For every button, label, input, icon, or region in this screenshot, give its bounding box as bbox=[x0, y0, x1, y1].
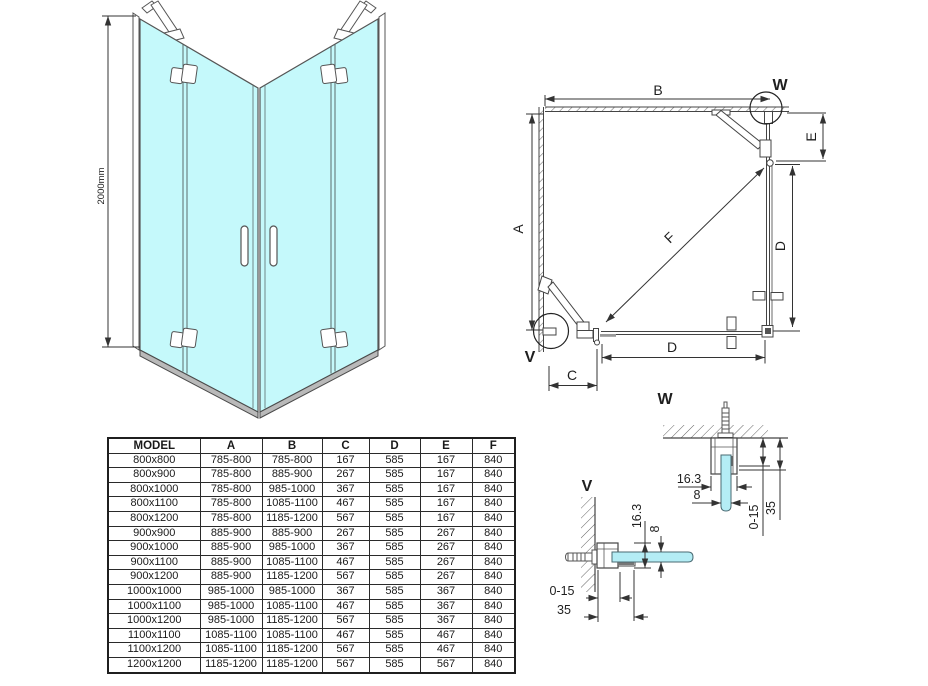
table-cell: 885-900 bbox=[262, 468, 322, 483]
table-cell: 567 bbox=[322, 570, 369, 585]
dimension-d-right-label: D bbox=[772, 240, 788, 252]
wall-hatch-v bbox=[581, 497, 595, 592]
table-cell: 585 bbox=[369, 453, 420, 468]
wall-strip-right bbox=[379, 13, 385, 350]
table-row bbox=[108, 453, 515, 468]
dimension-e-label: E bbox=[803, 132, 819, 142]
door-handle-right bbox=[270, 226, 277, 266]
dimension-d-bottom-label: D bbox=[666, 339, 678, 355]
dimension-w-profile-width-label: 16.3 bbox=[676, 472, 702, 486]
table-cell: 567 bbox=[322, 643, 369, 658]
dimension-d-bottom bbox=[602, 340, 765, 364]
table-cell: 840 bbox=[472, 628, 515, 643]
glass-section-v bbox=[612, 552, 693, 562]
table-cell: 585 bbox=[369, 614, 420, 629]
table-cell: 1085-1100 bbox=[262, 555, 322, 570]
table-cell: 585 bbox=[369, 482, 420, 497]
table-cell: 840 bbox=[472, 468, 515, 483]
dimension-v-total-label: 35 bbox=[557, 603, 571, 617]
table-cell: 585 bbox=[369, 526, 420, 541]
table-cell: 1085-1100 bbox=[262, 497, 322, 512]
table-cell: 1185-1200 bbox=[262, 614, 322, 629]
table-cell: 840 bbox=[472, 541, 515, 556]
pivot-hinge-top bbox=[767, 160, 773, 166]
glass-section-w bbox=[721, 455, 731, 511]
front-view-drawing bbox=[80, 0, 400, 430]
table-cell: 985-1000 bbox=[200, 599, 262, 614]
table-cell: 1085-1100 bbox=[200, 628, 262, 643]
table-cell: 800x1100 bbox=[108, 497, 200, 512]
table-cell: 985-1000 bbox=[262, 482, 322, 497]
table-cell: 467 bbox=[322, 497, 369, 512]
table-cell: 840 bbox=[472, 584, 515, 599]
table-cell: 840 bbox=[472, 657, 515, 672]
dimension-w-adjust-label: 0-15 bbox=[747, 504, 761, 530]
column-header: F bbox=[472, 438, 515, 453]
detail-w bbox=[657, 391, 788, 536]
table-cell: 885-900 bbox=[200, 541, 262, 556]
table-cell: 367 bbox=[420, 584, 472, 599]
table-cell: 840 bbox=[472, 614, 515, 629]
table-cell: 167 bbox=[420, 468, 472, 483]
column-header: C bbox=[322, 438, 369, 453]
detail-v-title: V bbox=[581, 478, 593, 495]
table-cell: 267 bbox=[420, 570, 472, 585]
table-cell: 267 bbox=[420, 526, 472, 541]
table-row bbox=[108, 614, 515, 629]
table-cell: 900x1100 bbox=[108, 555, 200, 570]
dimension-v-glass-label: 8 bbox=[648, 525, 662, 533]
table-cell: 467 bbox=[420, 628, 472, 643]
wall-profile-section-top bbox=[765, 112, 773, 124]
table-cell: 840 bbox=[472, 599, 515, 614]
dimension-w-glass-label: 8 bbox=[693, 488, 701, 502]
table-cell: 585 bbox=[369, 599, 420, 614]
dimensions-table-wrap bbox=[107, 437, 516, 674]
dimension-v-adjust-label: 0-15 bbox=[549, 584, 575, 598]
detail-marker-w-label: W bbox=[772, 77, 788, 94]
table-cell: 1100x1200 bbox=[108, 643, 200, 658]
column-header: B bbox=[262, 438, 322, 453]
detail-v bbox=[549, 478, 693, 622]
table-cell: 167 bbox=[420, 497, 472, 512]
table-cell: 840 bbox=[472, 570, 515, 585]
dimension-a-label: A bbox=[510, 224, 526, 234]
table-row bbox=[108, 657, 515, 672]
table-cell: 785-800 bbox=[200, 482, 262, 497]
table-row bbox=[108, 555, 515, 570]
dimension-b-label: B bbox=[653, 82, 663, 98]
table-cell: 467 bbox=[420, 643, 472, 658]
table-body bbox=[108, 453, 515, 672]
wall-profile-details-drawing bbox=[510, 380, 928, 686]
table-cell: 567 bbox=[322, 614, 369, 629]
glass-clamp-bottom bbox=[727, 317, 736, 349]
table-cell: 1185-1200 bbox=[200, 657, 262, 672]
pivot-hinge-bottom bbox=[595, 340, 600, 345]
support-rod-top-right bbox=[712, 110, 771, 157]
table-cell: 900x1200 bbox=[108, 570, 200, 585]
table-cell: 1000x1100 bbox=[108, 599, 200, 614]
table-cell: 985-1000 bbox=[200, 584, 262, 599]
table-cell: 585 bbox=[369, 584, 420, 599]
table-cell: 167 bbox=[322, 453, 369, 468]
table-cell: 1000x1000 bbox=[108, 584, 200, 599]
table-cell: 985-1000 bbox=[200, 614, 262, 629]
table-cell: 800x800 bbox=[108, 453, 200, 468]
table-cell: 900x1000 bbox=[108, 541, 200, 556]
table-cell: 367 bbox=[322, 482, 369, 497]
ceiling-hatch bbox=[663, 425, 768, 438]
table-cell: 585 bbox=[369, 468, 420, 483]
wall-hatch-top bbox=[545, 107, 789, 112]
table-cell: 1185-1200 bbox=[262, 570, 322, 585]
table-cell: 585 bbox=[369, 657, 420, 672]
table-cell: 167 bbox=[420, 482, 472, 497]
table-cell: 900x900 bbox=[108, 526, 200, 541]
table-cell: 267 bbox=[420, 555, 472, 570]
table-cell: 840 bbox=[472, 482, 515, 497]
dimension-w-total-label: 35 bbox=[764, 501, 778, 515]
table-cell: 1100x1100 bbox=[108, 628, 200, 643]
table-cell: 885-900 bbox=[200, 526, 262, 541]
table-cell: 840 bbox=[472, 453, 515, 468]
table-cell: 585 bbox=[369, 555, 420, 570]
table-cell: 585 bbox=[369, 497, 420, 512]
table-cell: 785-800 bbox=[200, 468, 262, 483]
table-cell: 167 bbox=[420, 453, 472, 468]
table-cell: 467 bbox=[322, 599, 369, 614]
table-cell: 467 bbox=[322, 628, 369, 643]
table-cell: 840 bbox=[472, 497, 515, 512]
bottom-panel bbox=[601, 332, 770, 335]
table-cell: 585 bbox=[369, 628, 420, 643]
wall-strip-left bbox=[133, 13, 139, 350]
wall-profile-section-left bbox=[543, 328, 556, 335]
table-cell: 267 bbox=[420, 541, 472, 556]
table-row bbox=[108, 599, 515, 614]
table-cell: 800x1200 bbox=[108, 511, 200, 526]
height-dimension-label: 2000mm bbox=[96, 167, 107, 205]
table-cell: 800x900 bbox=[108, 468, 200, 483]
table-cell: 785-800 bbox=[200, 511, 262, 526]
table-cell: 1000x1200 bbox=[108, 614, 200, 629]
detail-marker-v-label: V bbox=[524, 349, 536, 366]
dimension-f-line bbox=[606, 168, 764, 322]
threshold-strip bbox=[600, 334, 616, 337]
table-cell: 567 bbox=[322, 511, 369, 526]
dimension-f-label: F bbox=[660, 228, 679, 247]
table-row bbox=[108, 628, 515, 643]
column-header: MODEL bbox=[108, 438, 200, 453]
plan-view-drawing bbox=[505, 58, 925, 410]
table-header-row bbox=[108, 438, 515, 453]
table-cell: 267 bbox=[322, 526, 369, 541]
table-cell: 367 bbox=[322, 584, 369, 599]
table-cell: 585 bbox=[369, 643, 420, 658]
table-row bbox=[108, 497, 515, 512]
table-cell: 885-900 bbox=[200, 570, 262, 585]
glass-panel-left bbox=[140, 19, 258, 412]
table-cell: 840 bbox=[472, 511, 515, 526]
table-cell: 785-800 bbox=[200, 497, 262, 512]
table-cell: 1085-1100 bbox=[200, 643, 262, 658]
table-cell: 840 bbox=[472, 555, 515, 570]
glass-panel-right bbox=[260, 19, 378, 412]
dimensions-table bbox=[107, 437, 516, 674]
table-cell: 567 bbox=[420, 657, 472, 672]
table-cell: 840 bbox=[472, 526, 515, 541]
table-cell: 840 bbox=[472, 643, 515, 658]
table-cell: 885-900 bbox=[262, 526, 322, 541]
table-cell: 785-800 bbox=[262, 453, 322, 468]
table-cell: 1185-1200 bbox=[262, 643, 322, 658]
table-cell: 467 bbox=[322, 555, 369, 570]
table-row bbox=[108, 570, 515, 585]
table-cell: 985-1000 bbox=[262, 584, 322, 599]
column-header: E bbox=[420, 438, 472, 453]
dimension-v-profile-width-label: 16.3 bbox=[630, 503, 644, 529]
table-row bbox=[108, 511, 515, 526]
table-row bbox=[108, 482, 515, 497]
table-cell: 1200x1200 bbox=[108, 657, 200, 672]
table-row bbox=[108, 643, 515, 658]
table-row bbox=[108, 584, 515, 599]
detail-w-title: W bbox=[657, 391, 673, 408]
table-cell: 585 bbox=[369, 541, 420, 556]
glass-clamp-right bbox=[753, 292, 783, 301]
table-cell: 1085-1100 bbox=[262, 628, 322, 643]
table-cell: 800x1000 bbox=[108, 482, 200, 497]
door-handle-left bbox=[241, 226, 248, 266]
table-cell: 567 bbox=[322, 657, 369, 672]
table-row bbox=[108, 468, 515, 483]
table-cell: 585 bbox=[369, 511, 420, 526]
corner-connector bbox=[762, 326, 773, 338]
table-cell: 367 bbox=[322, 541, 369, 556]
dimension-c-label: C bbox=[566, 367, 578, 383]
table-cell: 585 bbox=[369, 570, 420, 585]
table-cell: 267 bbox=[322, 468, 369, 483]
table-row bbox=[108, 541, 515, 556]
table-cell: 1085-1100 bbox=[262, 599, 322, 614]
table-cell: 885-900 bbox=[200, 555, 262, 570]
table-cell: 367 bbox=[420, 614, 472, 629]
column-header: D bbox=[369, 438, 420, 453]
table-cell: 1185-1200 bbox=[262, 511, 322, 526]
table-cell: 167 bbox=[420, 511, 472, 526]
table-cell: 1185-1200 bbox=[262, 657, 322, 672]
column-header: A bbox=[200, 438, 262, 453]
table-cell: 985-1000 bbox=[262, 541, 322, 556]
table-cell: 367 bbox=[420, 599, 472, 614]
table-row bbox=[108, 526, 515, 541]
table-cell: 785-800 bbox=[200, 453, 262, 468]
